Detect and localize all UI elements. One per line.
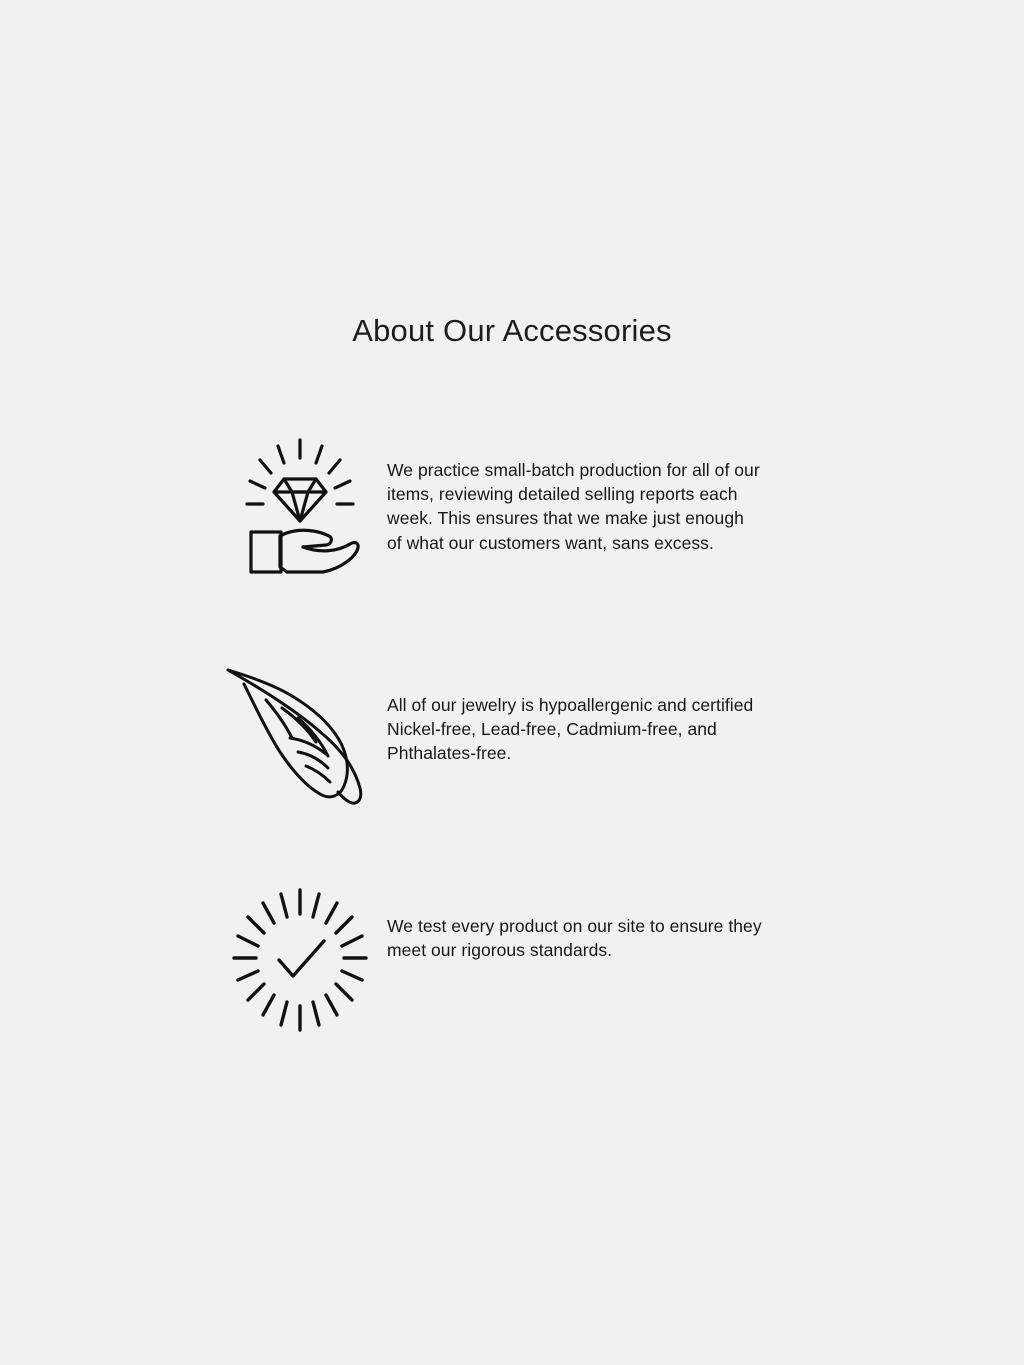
list-item xyxy=(212,882,812,1039)
list-item xyxy=(212,660,812,810)
feature-description: We practice small-batch production for all of our items, reviewing detailed selling reports each week. This ensures that we make just enough of what our customers want, sans excess. xyxy=(387,460,760,553)
feature-list xyxy=(0,430,1024,1119)
hand-holding-diamond-icon xyxy=(212,430,387,582)
list-item xyxy=(212,430,812,582)
page-title: About Our Accessories xyxy=(352,313,672,348)
feather-icon xyxy=(212,660,387,810)
checkmark-burst-icon xyxy=(212,882,387,1039)
feature-description: We test every product on our site to ensure they meet our rigorous standards. xyxy=(387,916,762,961)
feature-description: All of our jewelry is hypoallergenic and certified Nickel-free, Lead-free, Cadmium-free, and Phthalates-free. xyxy=(387,695,754,764)
